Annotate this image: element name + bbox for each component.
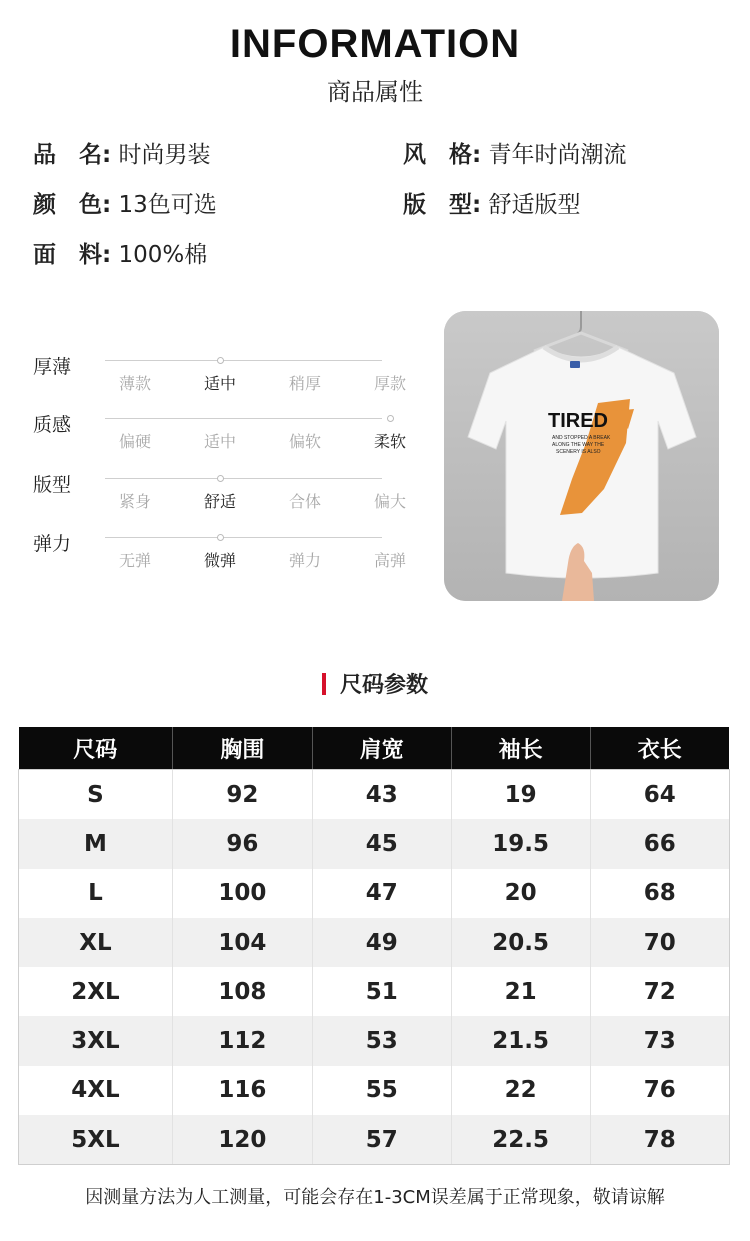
attr-key: 风 格 — [403, 142, 472, 168]
feel-scale-line — [105, 478, 382, 479]
table-cell: 104 — [172, 918, 312, 967]
feel-scale-option: 微弹 — [203, 551, 236, 570]
attr-key: 颜 色 — [33, 192, 102, 218]
table-cell: 68 — [590, 869, 729, 918]
table-cell: 92 — [172, 770, 312, 819]
table-row — [19, 819, 730, 868]
table-cell: M — [19, 819, 173, 868]
table-cell: 21 — [451, 967, 590, 1016]
feel-scale-option: 合体 — [288, 492, 321, 511]
table-cell: 19 — [451, 770, 590, 819]
attr-value: 100%棉 — [118, 242, 208, 268]
feel-scale-marker — [217, 357, 224, 364]
table-cell: 47 — [312, 869, 451, 918]
table-row — [19, 918, 730, 967]
table-cell: 112 — [172, 1016, 312, 1065]
column-header: 袖长 — [451, 727, 590, 770]
attr-color: 颜 色: 13色可选 — [33, 192, 217, 218]
attr-value: 时尚男装 — [118, 142, 211, 168]
table-header-row — [19, 727, 730, 770]
table-cell: 66 — [590, 819, 729, 868]
page-subtitle: 商品属性 — [327, 78, 423, 106]
feel-scale-option: 紧身 — [118, 492, 151, 511]
feel-scale-option: 稍厚 — [288, 374, 321, 393]
print-line: ALONG THE WAY THE — [552, 442, 605, 448]
feel-scale-option: 厚款 — [373, 374, 406, 393]
table-cell: 108 — [172, 967, 312, 1016]
size-chart-title: 尺码参数 — [0, 668, 750, 699]
table-cell: 22 — [451, 1066, 590, 1115]
feel-scale-marker — [217, 475, 224, 482]
table-cell: 76 — [590, 1066, 729, 1115]
table-cell: 20.5 — [451, 918, 590, 967]
feel-scale-option: 偏软 — [288, 432, 321, 451]
feel-scale-label: 厚薄 — [33, 356, 72, 378]
table-cell: S — [19, 770, 173, 819]
feel-scale-marker — [217, 534, 224, 541]
feel-scale-label: 弹力 — [33, 533, 72, 555]
attr-fabric: 面 料: 100%棉 — [33, 242, 208, 268]
size-table — [18, 727, 729, 1164]
footer-note: 因测量方法为人工测量，可能会存在1-3CM误差属于正常现象，敬请谅解 — [85, 1187, 665, 1208]
column-header: 胸围 — [172, 727, 312, 770]
table-cell: 45 — [312, 819, 451, 868]
column-header: 肩宽 — [312, 727, 451, 770]
table-cell: 53 — [312, 1016, 451, 1065]
attr-value: 青年时尚潮流 — [488, 142, 627, 168]
attr-value: 13色可选 — [118, 192, 217, 218]
table-cell: 96 — [172, 819, 312, 868]
table-cell: 49 — [312, 918, 451, 967]
attr-key: 品 名 — [33, 142, 102, 168]
product-photo — [444, 311, 719, 601]
print-title: TIRED — [548, 410, 608, 432]
attr-value: 舒适版型 — [488, 192, 581, 218]
attr-fit: 版 型: 舒适版型 — [403, 192, 581, 218]
table-cell: 73 — [590, 1016, 729, 1065]
table-row — [19, 1016, 730, 1065]
column-header: 衣长 — [590, 727, 729, 770]
table-cell: 3XL — [19, 1016, 173, 1065]
column-header: 尺码 — [19, 727, 173, 770]
feel-scale-line — [105, 537, 382, 538]
feel-scale-label: 版型 — [33, 474, 72, 496]
table-cell: 70 — [590, 918, 729, 967]
table-cell: 21.5 — [451, 1016, 590, 1065]
table-cell: 57 — [312, 1115, 451, 1164]
table-cell: 43 — [312, 770, 451, 819]
table-cell: 4XL — [19, 1066, 173, 1115]
feel-scale-line — [105, 418, 382, 419]
table-cell: 22.5 — [451, 1115, 590, 1164]
feel-scale-option: 适中 — [203, 374, 236, 393]
table-cell: 5XL — [19, 1115, 173, 1164]
feel-scale-option: 舒适 — [203, 492, 236, 511]
feel-scale-marker — [387, 415, 394, 422]
table-cell: L — [19, 869, 173, 918]
table-cell: 78 — [590, 1115, 729, 1164]
table-row — [19, 967, 730, 1016]
table-cell: 19.5 — [451, 819, 590, 868]
feel-scale-option: 无弹 — [118, 551, 151, 570]
feel-scale-option: 偏硬 — [118, 432, 151, 451]
table-cell: 2XL — [19, 967, 173, 1016]
table-cell: 64 — [590, 770, 729, 819]
feel-scale-option: 高弹 — [373, 551, 406, 570]
print-line: AND STOPPED A BREAK — [552, 435, 611, 441]
table-row — [19, 1115, 730, 1164]
attr-key: 面 料 — [33, 242, 102, 268]
page-title: INFORMATION — [229, 22, 521, 66]
feel-scale-option: 柔软 — [373, 432, 406, 451]
table-cell: 100 — [172, 869, 312, 918]
table-row — [19, 1066, 730, 1115]
table-cell: XL — [19, 918, 173, 967]
feel-scale-option: 弹力 — [288, 551, 321, 570]
table-cell: 120 — [172, 1115, 312, 1164]
table-cell: 116 — [172, 1066, 312, 1115]
table-cell: 20 — [451, 869, 590, 918]
print-line: SCENERY IS ALSO — [556, 449, 601, 455]
title-accent-bar — [322, 673, 326, 695]
table-cell: 51 — [312, 967, 451, 1016]
table-row — [19, 770, 730, 819]
feel-scale-option: 适中 — [203, 432, 236, 451]
table-cell: 55 — [312, 1066, 451, 1115]
attr-style: 风 格: 青年时尚潮流 — [403, 142, 627, 168]
feel-scale-label: 质感 — [33, 414, 72, 436]
feel-scale-option: 偏大 — [373, 492, 406, 511]
attr-product-name: 品 名: 时尚男装 — [33, 142, 211, 168]
attr-key: 版 型 — [403, 192, 472, 218]
feel-scale-line — [105, 360, 382, 361]
table-cell: 72 — [590, 967, 729, 1016]
feel-scale-option: 薄款 — [118, 374, 151, 393]
table-row — [19, 869, 730, 918]
tshirt-image — [444, 311, 719, 601]
